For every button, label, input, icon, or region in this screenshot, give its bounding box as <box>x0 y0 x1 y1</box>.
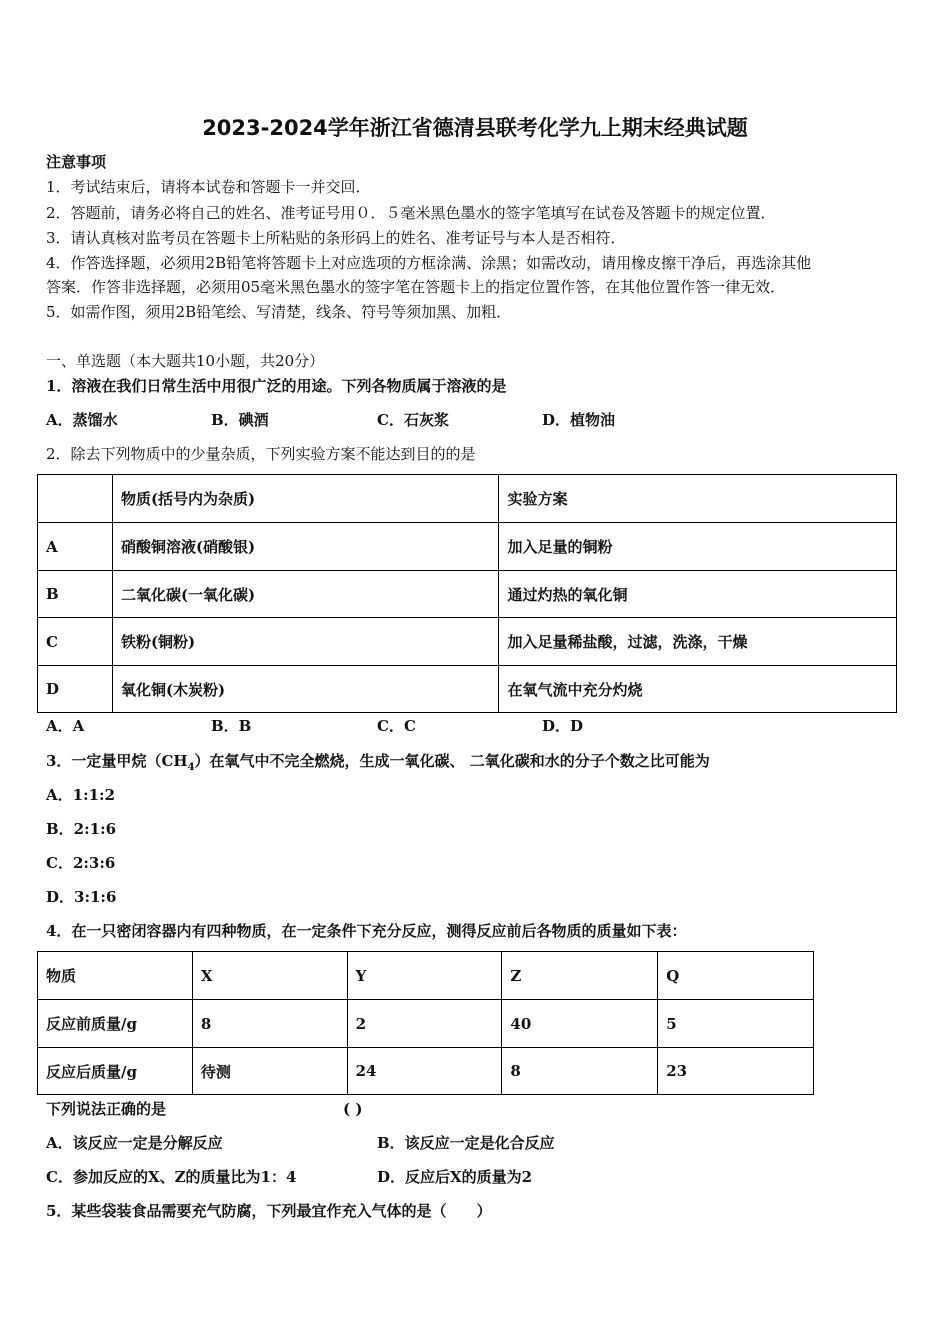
table-header-cell: 物质(括号内为杂质) <box>112 475 499 523</box>
table-cell: 反应后质量/g <box>38 1048 193 1095</box>
question-4-stem: 4．在一只密闭容器内有四种物质，在一定条件下充分反应，测得反应前后各物质的质量如下表： <box>46 922 687 940</box>
notice-item: 4．作答选择题，必须用2B铅笔将答题卡上对应选项的方框涂满、涂黑；如需改动，请用橡皮擦干净后，再选涂其他 <box>46 254 812 272</box>
table-row <box>38 1000 814 1048</box>
table-header-row <box>38 475 897 523</box>
q3-option-b: B．2:1:6 <box>46 820 117 838</box>
table-header-cell: 实验方案 <box>499 475 897 523</box>
table-cell: C <box>38 618 113 666</box>
q2-option-a: A．A <box>46 717 85 735</box>
q2-option-d: D．D <box>542 717 584 735</box>
table-cell: 8 <box>192 1000 347 1048</box>
q1-option-c: C．石灰浆 <box>377 411 449 429</box>
q3-option-d: D．3:1:6 <box>46 888 117 906</box>
q2-option-b: B．B <box>211 717 252 735</box>
table-cell: 40 <box>502 1000 658 1048</box>
table-header-cell <box>38 475 113 523</box>
q1-option-a: A．蒸馏水 <box>46 411 118 429</box>
table-header-cell: X <box>192 952 347 1000</box>
table-cell: 二氧化碳(一氧化碳) <box>112 571 499 618</box>
table-row <box>38 1048 814 1095</box>
q2-option-c: C．C <box>377 717 416 735</box>
q4-option-b: B．该反应一定是化合反应 <box>377 1134 555 1152</box>
q4-table <box>37 951 814 1095</box>
table-cell: 5 <box>658 1000 814 1048</box>
notice-item: 5．如需作图，须用2B铅笔绘、写清楚，线条、符号等须加黑、加粗． <box>46 303 512 321</box>
table-cell: A <box>38 523 113 571</box>
table-row <box>38 523 897 571</box>
question-1-stem: 1．溶液在我们日常生活中用很广泛的用途。下列各物质属于溶液的是 <box>46 377 507 395</box>
q3-option-c: C．2:3:6 <box>46 854 116 872</box>
q3-subscript: 4 <box>187 762 195 773</box>
notice-item: 1．考试结束后，请将本试卷和答题卡一并交回． <box>46 178 371 196</box>
notice-heading: 注意事项 <box>46 153 107 171</box>
notice-item: 答案．作答非选择题，必须用05毫米黑色墨水的签字笔在答题卡上的指定位置作答，在其他位置作答一律无效． <box>46 278 786 296</box>
q4-option-a: A．该反应一定是分解反应 <box>46 1134 223 1152</box>
notice-item: 2．答题前，请务必将自己的姓名、准考证号用０．５毫米黑色墨水的签字笔填写在试卷及答题卡的规定位置． <box>46 204 776 222</box>
table-cell: 反应前质量/g <box>38 1000 193 1048</box>
question-3-stem <box>46 751 710 778</box>
table-cell: 在氧气流中充分灼烧 <box>499 666 897 713</box>
table-header-row <box>38 952 814 1000</box>
q4-follow-text: 下列说法正确的是 <box>46 1100 167 1118</box>
table-header-cell: Z <box>502 952 658 1000</box>
q2-table <box>37 474 897 713</box>
table-cell: 23 <box>658 1048 814 1095</box>
question-2-stem: 2．除去下列物质中的少量杂质，下列实验方案不能达到目的的是 <box>46 445 476 463</box>
q4-option-d: D．反应后X的质量为2 <box>377 1168 533 1186</box>
page-title: 2023-2024学年浙江省德清县联考化学九上期末经典试题 <box>202 116 748 140</box>
table-cell: 24 <box>347 1048 502 1095</box>
q1-option-b: B．碘酒 <box>211 411 269 429</box>
table-header-cell: Q <box>658 952 814 1000</box>
table-cell: 氧化铜(木炭粉) <box>112 666 499 713</box>
table-cell: D <box>38 666 113 713</box>
table-row <box>38 666 897 713</box>
table-cell: 通过灼热的氧化铜 <box>499 571 897 618</box>
section-heading: 一、单选题（本大题共10小题，共20分） <box>46 352 325 370</box>
q4-answer-blank: ( ) <box>343 1100 363 1118</box>
q3-stem-after: ）在氧气中不完全燃烧，生成一氧化碳、 二氧化碳和水的分子个数之比可能为 <box>194 752 710 770</box>
q1-option-d: D．植物油 <box>542 411 616 429</box>
table-cell: 2 <box>347 1000 502 1048</box>
q3-stem-before: 3．一定量甲烷（CH <box>46 752 188 770</box>
notice-item: 3．请认真核对监考员在答题卡上所粘贴的条形码上的姓名、准考证号与本人是否相符． <box>46 229 626 247</box>
table-header-cell: Y <box>347 952 502 1000</box>
table-cell: 铁粉(铜粉) <box>112 618 499 666</box>
q4-option-c: C．参加反应的X、Z的质量比为1：4 <box>46 1168 297 1186</box>
table-cell: 8 <box>502 1048 658 1095</box>
table-cell: 硝酸铜溶液(硝酸银) <box>112 523 499 571</box>
table-cell: 加入足量的铜粉 <box>499 523 897 571</box>
table-cell: 加入足量稀盐酸，过滤，洗涤，干燥 <box>499 618 897 666</box>
table-row <box>38 571 897 618</box>
table-header-cell: 物质 <box>38 952 193 1000</box>
table-row <box>38 618 897 666</box>
q3-option-a: A．1:1:2 <box>46 786 116 804</box>
table-cell: B <box>38 571 113 618</box>
table-cell: 待测 <box>192 1048 347 1095</box>
question-5-stem: 5．某些袋装食品需要充气防腐，下列最宜作充入气体的是（ ） <box>46 1202 492 1220</box>
